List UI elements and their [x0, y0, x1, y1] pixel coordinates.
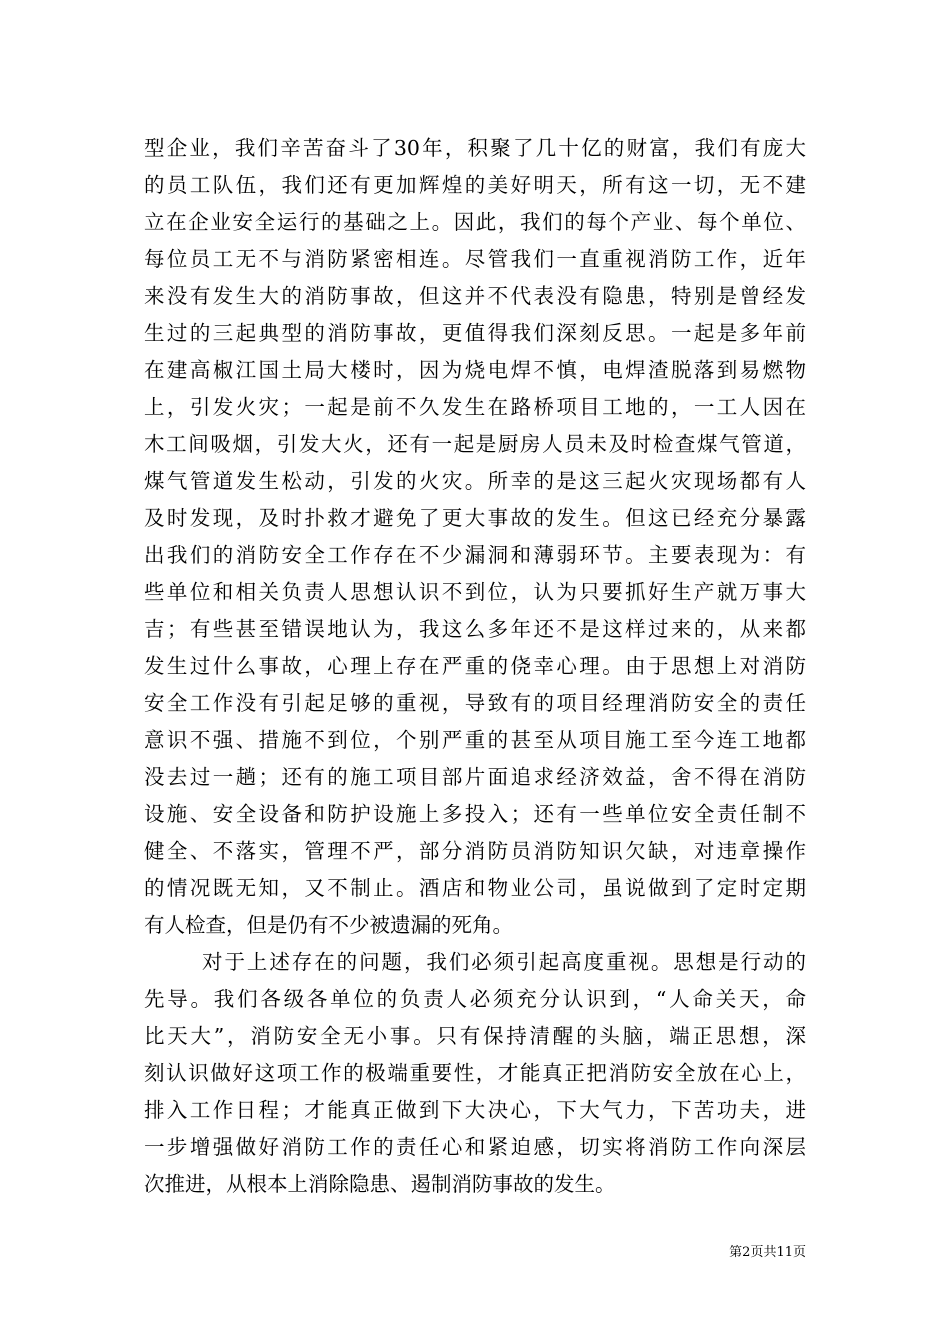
text-line: 煤气管道发生松动，引发的火灾。所幸的是这三起火灾现场都有人	[144, 469, 806, 493]
text-line: 每位员工无不与消防紧密相连。尽管我们一直重视消防工作，近年	[144, 247, 806, 271]
text-line: 刻认识做好这项工作的极端重要性，才能真正把消防安全放在心上，	[144, 1061, 806, 1085]
text-line: 的情况既无知，又不制止。酒店和物业公司，虽说做到了定时定期	[144, 876, 806, 900]
text-line: 对于上述存在的问题，我们必须引起高度重视。思想是行动的	[202, 950, 806, 974]
text-line: 木工间吸烟，引发大火，还有一起是厨房人员未及时检查煤气管道，	[144, 432, 806, 456]
page-number: 第2页共11页	[729, 1245, 806, 1260]
text-line: 意识不强、措施不到位，个别严重的甚至从项目施工至今连工地都	[144, 728, 806, 752]
text-line: 出我们的消防安全工作存在不少漏洞和薄弱环节。主要表现为：有	[144, 543, 806, 567]
text-line: 设施、安全设备和防护设施上多投入；还有一些单位安全责任制不	[144, 802, 806, 826]
text-line: 上，引发火灾；一起是前不久发生在路桥项目工地的，一工人因在	[144, 395, 806, 419]
text-line: 次推进，从根本上消除隐患、遏制消防事故的发生。	[144, 1172, 616, 1196]
text-line: 发生过什么事故，心理上存在严重的侥幸心理。由于思想上对消防	[144, 654, 806, 678]
text-line: 比天大”，消防安全无小事。只有保持清醒的头脑，端正思想，深	[144, 1024, 806, 1048]
text-line: 健全、不落实，管理不严，部分消防员消防知识欠缺，对违章操作	[144, 839, 806, 863]
text-line: 生过的三起典型的消防事故，更值得我们深刻反思。一起是多年前	[144, 321, 806, 345]
text-line: 的员工队伍，我们还有更加辉煌的美好明天，所有这一切，无不建	[144, 173, 806, 197]
text-line: 来没有发生大的消防事故，但这并不代表没有隐患，特别是曾经发	[144, 284, 806, 308]
text-line: 有人检查，但是仍有不少被遗漏的死角。	[144, 913, 513, 937]
text-line: 及时发现，及时扑救才避免了更大事故的发生。但这已经充分暴露	[144, 506, 806, 530]
text-line: 些单位和相关负责人思想认识不到位，认为只要抓好生产就万事大	[144, 580, 806, 604]
text-line: 立在企业安全运行的基础之上。因此，我们的每个产业、每个单位、	[144, 210, 806, 234]
text-line: 安全工作没有引起足够的重视，导致有的项目经理消防安全的责任	[144, 691, 806, 715]
text-line: 排入工作日程；才能真正做到下大决心，下大气力，下苦功夫，进	[144, 1098, 806, 1122]
text-line: 没去过一趟；还有的施工项目部片面追求经济效益，舍不得在消防	[144, 765, 806, 789]
text-line: 吉；有些甚至错误地认为，我这么多年还不是这样过来的，从来都	[144, 617, 806, 641]
text-line: 型企业，我们辛苦奋斗了30年，积聚了几十亿的财富，我们有庞大	[144, 136, 806, 160]
text-line: 一步增强做好消防工作的责任心和紧迫感，切实将消防工作向深层	[144, 1135, 806, 1159]
text-line: 在建高椒江国土局大楼时，因为烧电焊不慎，电焊渣脱落到易燃物	[144, 358, 806, 382]
text-line: 先导。我们各级各单位的负责人必须充分认识到，“人命关天，命	[144, 987, 806, 1011]
